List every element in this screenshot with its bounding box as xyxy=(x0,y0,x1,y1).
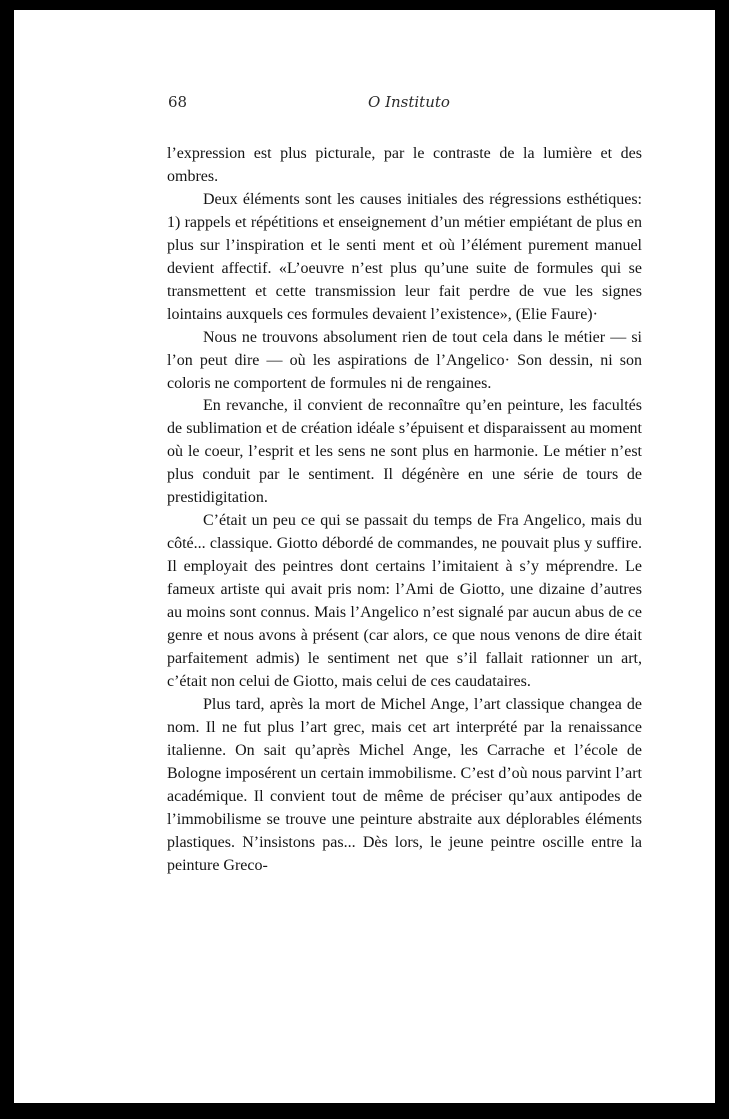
journal-title: O Instituto xyxy=(368,93,450,111)
paragraph: l’expression est plus picturale, par le contraste de la lumière et des ombres. xyxy=(167,145,642,185)
page-header xyxy=(168,93,640,115)
paragraph: Plus tard, après la mort de Michel Ange, l’art classique changea de nom. Il ne fut plus l’art grec, mais cet art interprété par la renaissance italienne. On sait qu’après Michel Ange, les Carrache et l’école de Bologne imposérent un certain immobilisme. C’est d’où nous parvint l’art académique. Il convient tout de même de préciser qu’aux antipodes de l’immobilisme se trouve une peinture abstraite aux déplorables éléments plastiques. N’insistons pas... Dès lors, le jeune peintre oscille entre la peinture Greco- xyxy=(167,695,642,874)
body-text xyxy=(167,143,642,878)
paragraph: Deux éléments sont les causes initiales des régressions esthétiques: 1) rappels et répétitions et enseignement d’un métier empiétant de plus en plus sur l’inspiration et le senti ment et où l’élément purement manuel devient affectif. «L’oeuvre n’est plus qu’une suite de formules qui se transmettent et cette transmission leur fait perdre de vue les signes lointains auxquels ces formules devaient l’existence», (Elie Faure)· xyxy=(167,190,642,323)
paragraph: C’était un peu ce qui se passait du temps de Fra Angelico, mais du côté... classique. Giotto débordé de commandes, ne pouvait plus y suffire. Il employait des peintres dont certains l’imitaient à s’y méprendre. Le fameux artiste qui avait pris nom: l’Ami de Giotto, une dizaine d’autres au moins sont connus. Mais l’Angelico n’est signalé par aucun abus de ce genre et nous avons à présent (car alors, ce que nous venons de dire était parfaitement admis) le sentiment net que s’il fallait rationner un art, c’était non celui de Giotto, mais celui de ces caudataires. xyxy=(167,512,642,690)
paragraph: Nous ne trouvons absolument rien de tout cela dans le métier — si l’on peut dire — où les aspirations de l’Angelico· Son dessin, ni son coloris ne comportent de formules ni de rengaines. xyxy=(167,328,642,392)
paragraph: En revanche, il convient de reconnaître qu’en peinture, les facultés de sublimation et de création idéale s’épuisent et disparaissent au moment où le coeur, l’esprit et les sens ne sont plus en harmonie. Le métier n’est plus conduit par le sentiment. Il dégénère en une série de tours de prestidigitation. xyxy=(167,397,642,507)
page-number: 68 xyxy=(168,93,188,111)
